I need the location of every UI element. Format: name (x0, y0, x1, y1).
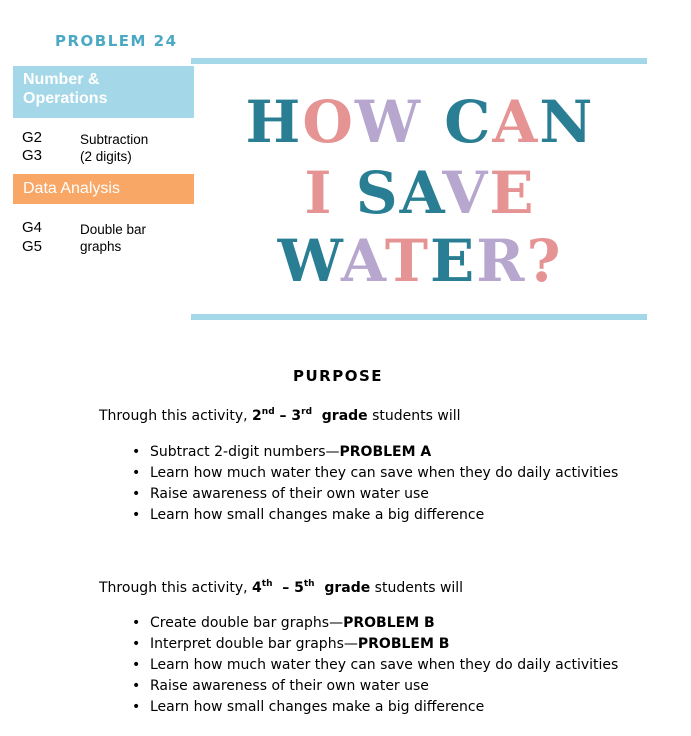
title-letter: W (354, 88, 423, 156)
objective-text: Raise awareness of their own water use (150, 678, 429, 694)
grade-dash: – (274, 408, 292, 424)
title-letter: ? (526, 227, 563, 295)
list-item (132, 484, 618, 505)
objective-text: Raise awareness of their own water use (150, 486, 429, 502)
topic-graphs-line2: graphs (80, 239, 122, 254)
title-letter: W (277, 227, 341, 295)
grade-end: 3 (291, 408, 302, 424)
grade-range (252, 580, 370, 596)
list-item (132, 463, 618, 484)
title-letter: V (442, 159, 490, 227)
title-letter: R (476, 227, 527, 295)
title-letter: E (489, 159, 536, 227)
standard-code-g4: G4 (22, 219, 43, 236)
intro-suffix: students will (370, 580, 464, 596)
objectives-list-grades-2-3 (132, 442, 618, 526)
strand-label-line1: Number & (23, 71, 100, 88)
objective-text: Create double bar graphs— (150, 615, 344, 631)
objective-text: Subtract 2-digit numbers— (150, 444, 340, 460)
grade-start: 2 (252, 408, 262, 424)
title-space (422, 88, 444, 156)
intro-grades-4-5 (99, 580, 463, 596)
list-item (132, 505, 618, 526)
intro-grades-2-3 (99, 408, 461, 424)
title-line-3 (190, 227, 650, 295)
objective-text: Learn how much water they can save when they do daily activities (150, 465, 619, 481)
title-rule-top (191, 58, 647, 64)
title-space (334, 159, 356, 227)
grade-end-suffix: th (303, 579, 315, 589)
title-rule-bottom (191, 314, 647, 320)
problem-tag: PROBLEM B (343, 615, 435, 631)
grade-range (252, 408, 368, 424)
title-letter: A (492, 88, 540, 156)
title-letter: A (341, 227, 385, 295)
grade-dash: – (272, 580, 295, 596)
problem-number: PROBLEM 24 (55, 32, 178, 50)
list-item (132, 676, 618, 697)
intro-suffix: students will (367, 408, 461, 424)
purpose-heading: PURPOSE (293, 367, 384, 385)
intro-prefix: Through this activity, (99, 408, 253, 424)
objective-text: Learn how much water they can save when they do daily activities (150, 657, 619, 673)
title-letter: E (430, 227, 477, 295)
title-letter: N (539, 88, 595, 156)
objective-text: Interpret double bar graphs— (150, 636, 358, 652)
strand-data-analysis: Data Analysis (13, 174, 194, 204)
title-line-2 (190, 159, 650, 227)
strand-label-line2: Operations (23, 90, 108, 107)
grade-start-suffix: nd (261, 407, 275, 417)
title-letter: C (444, 88, 493, 156)
list-item (132, 655, 618, 676)
title-letter: S (355, 159, 400, 227)
grade-start-suffix: th (261, 579, 273, 589)
grade-start: 4 (252, 580, 262, 596)
problem-tag: PROBLEM A (339, 444, 432, 460)
grade-end-suffix: rd (301, 407, 313, 417)
title-letter: H (245, 88, 303, 156)
topic-subtraction-line2: (2 digits) (80, 149, 132, 164)
title-line-1 (190, 88, 650, 156)
title-letter: I (304, 159, 334, 227)
title-letter: T (384, 227, 431, 295)
title-letter: A (399, 159, 443, 227)
standard-code-g2: G2 (22, 129, 43, 146)
intro-prefix: Through this activity, (99, 580, 253, 596)
list-item (132, 442, 618, 463)
list-item (132, 697, 618, 718)
topic-subtraction-line1: Subtraction (80, 132, 149, 147)
standard-code-g3: G3 (22, 147, 43, 164)
list-item (132, 634, 618, 655)
objective-text: Learn how small changes make a big difference (150, 699, 485, 715)
strand-number-operations (13, 66, 194, 118)
problem-tag: PROBLEM B (357, 636, 450, 652)
objectives-list-grades-4-5 (132, 613, 618, 718)
topic-graphs-line1: Double bar (80, 222, 147, 237)
grade-word: grade (314, 580, 371, 596)
title-letter: O (302, 88, 355, 156)
objective-text: Learn how small changes make a big difference (150, 507, 485, 523)
grade-end: 5 (294, 580, 304, 596)
grade-word: grade (312, 408, 368, 424)
standard-code-g5: G5 (22, 238, 43, 255)
list-item (132, 613, 618, 634)
